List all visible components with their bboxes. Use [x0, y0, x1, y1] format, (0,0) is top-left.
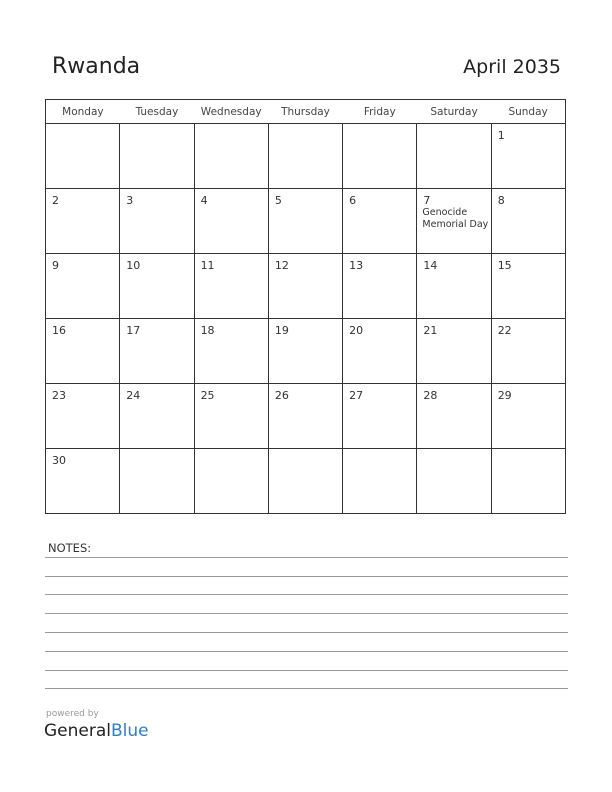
note-line	[45, 576, 568, 577]
weekday-header-row	[46, 100, 566, 124]
day-number: 15	[497, 259, 512, 272]
day-number: 27	[349, 389, 364, 402]
day-cell	[46, 384, 120, 449]
day-number: 1	[497, 129, 505, 142]
day-cell	[343, 449, 417, 514]
calendar-country-title: Rwanda	[52, 54, 141, 79]
note-line	[45, 688, 568, 689]
day-number: 6	[349, 194, 357, 207]
day-number: 18	[200, 324, 215, 337]
day-cell	[194, 124, 268, 189]
day-cell	[46, 319, 120, 384]
day-cell	[417, 449, 491, 514]
note-line	[45, 594, 568, 595]
brand-blue-text: Blue	[111, 721, 149, 741]
notes-label: NOTES:	[48, 541, 92, 555]
day-cell	[46, 254, 120, 319]
day-number: 5	[274, 194, 282, 207]
day-number: 19	[274, 324, 289, 337]
day-cell	[46, 449, 120, 514]
day-cell	[268, 189, 342, 254]
day-number: 21	[423, 324, 438, 337]
weekday-header: Thursday	[268, 100, 342, 124]
day-cell	[343, 319, 417, 384]
holiday-label: Genocide Memorial Day	[422, 207, 489, 230]
day-number: 11	[200, 259, 215, 272]
week-row	[46, 449, 566, 514]
day-cell	[268, 124, 342, 189]
brand-general-text: General	[44, 721, 111, 741]
day-cell	[491, 449, 565, 514]
calendar-month-title: April 2035	[463, 56, 561, 78]
day-cell	[268, 384, 342, 449]
day-number: 4	[200, 194, 208, 207]
day-cell	[194, 254, 268, 319]
calendar-grid	[45, 99, 566, 514]
day-number: 24	[126, 389, 141, 402]
day-number: 26	[274, 389, 289, 402]
day-number: 23	[52, 389, 66, 402]
day-cell	[268, 254, 342, 319]
day-number: 7	[423, 194, 431, 207]
day-number: 13	[349, 259, 364, 272]
note-line	[45, 651, 568, 652]
day-number: 10	[126, 259, 141, 272]
day-cell	[268, 449, 342, 514]
day-cell	[120, 449, 194, 514]
weekday-header: Saturday	[417, 100, 491, 124]
weekday-header: Monday	[46, 100, 120, 124]
week-row	[46, 319, 566, 384]
weekday-header: Friday	[343, 100, 417, 124]
day-cell	[268, 319, 342, 384]
day-number: 30	[52, 454, 66, 467]
powered-by-text: powered by	[46, 709, 99, 719]
day-cell	[417, 189, 491, 254]
day-cell	[120, 384, 194, 449]
day-number: 29	[497, 389, 512, 402]
day-cell	[194, 384, 268, 449]
day-number: 25	[200, 389, 215, 402]
day-cell	[194, 449, 268, 514]
note-line	[45, 632, 568, 633]
day-cell	[491, 254, 565, 319]
week-row	[46, 254, 566, 319]
weekday-header: Wednesday	[194, 100, 268, 124]
day-number: 28	[423, 389, 438, 402]
day-cell	[120, 319, 194, 384]
day-number: 2	[52, 194, 59, 207]
day-number: 20	[349, 324, 364, 337]
day-number: 3	[126, 194, 134, 207]
day-number: 9	[52, 259, 59, 272]
weekday-header: Sunday	[491, 100, 565, 124]
note-line	[45, 670, 568, 671]
day-cell	[343, 254, 417, 319]
day-cell	[194, 319, 268, 384]
day-cell	[417, 124, 491, 189]
generalblue-logo[interactable]	[44, 721, 149, 741]
day-cell	[491, 124, 565, 189]
day-cell	[343, 384, 417, 449]
day-number: 17	[126, 324, 141, 337]
day-cell	[417, 254, 491, 319]
day-cell	[417, 319, 491, 384]
day-cell	[417, 384, 491, 449]
day-cell	[120, 189, 194, 254]
day-cell	[343, 124, 417, 189]
day-cell	[46, 189, 120, 254]
day-cell	[120, 124, 194, 189]
note-line	[45, 613, 568, 614]
day-number: 22	[497, 324, 512, 337]
day-number: 12	[274, 259, 289, 272]
week-row	[46, 189, 566, 254]
week-row	[46, 384, 566, 449]
day-number: 14	[423, 259, 438, 272]
day-cell	[194, 189, 268, 254]
day-cell	[491, 319, 565, 384]
day-cell	[343, 189, 417, 254]
day-cell	[491, 189, 565, 254]
day-cell	[491, 384, 565, 449]
day-number: 8	[497, 194, 505, 207]
day-cell	[120, 254, 194, 319]
note-line	[45, 557, 568, 558]
week-row	[46, 124, 566, 189]
weekday-header: Tuesday	[120, 100, 194, 124]
day-number: 16	[52, 324, 66, 337]
day-cell	[46, 124, 120, 189]
